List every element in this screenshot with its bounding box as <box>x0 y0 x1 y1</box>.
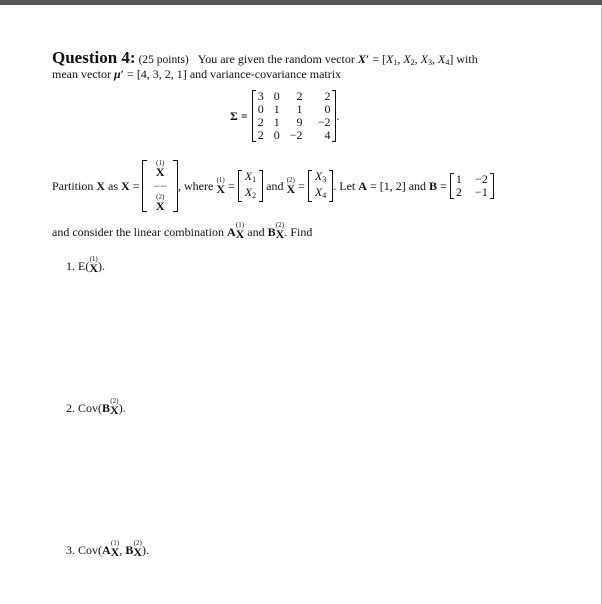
sigma-matrix: Σ = 3 0 2 2 0 1 1 0 2 1 9 −2 2 0 −2 4 . <box>230 89 340 142</box>
item-1: 1. E( (1) X ). <box>66 255 105 275</box>
where-text: , where <box>178 178 214 193</box>
partition-vector: (1) X −− (2) X <box>142 160 178 212</box>
sigma-cell: 2 <box>257 115 264 129</box>
intro-text: You are given the random vector <box>197 52 355 66</box>
sigma-cell: 0 <box>257 102 264 116</box>
sigma-cell: 1 <box>273 102 280 116</box>
item-3: 3. Cov(A (1) X , B (2) X ). <box>66 539 150 559</box>
B-matrix <box>450 173 494 199</box>
sigma-cell: −2 <box>289 128 303 142</box>
mean-line: mean vector μ′ = [4, 3, 2, 1] and variance-covariance matrix <box>52 67 342 81</box>
sigma-cell: 1 <box>273 115 280 129</box>
question-points: (25 points) <box>138 54 189 66</box>
as-text: as <box>108 178 119 193</box>
sigma-cell: 1 <box>296 102 303 116</box>
sigma-cell: 2 <box>324 89 331 103</box>
sigma-cell: 0 <box>324 102 331 116</box>
partition-line: Partition X as X = (1) X −− (2) X , where (1) X = $X_1$ $X_2$ and (2) X = $X_3$ $X_4$ . Let A = [1, 2] and B = 1 −2 2 −1 <box>52 160 494 212</box>
sigma-cell: 9 <box>296 115 303 129</box>
mean-text: mean vector <box>52 67 111 81</box>
sigma-cell: 0 <box>273 128 280 142</box>
sigma-cell: 0 <box>273 89 280 103</box>
cov-text: and variance-covariance matrix <box>189 67 342 81</box>
b-matrix-cell: 2 <box>455 185 462 199</box>
b-matrix-cell: −2 <box>475 172 488 186</box>
question-title: Question 4: <box>52 48 136 67</box>
b-matrix-cell: −1 <box>475 185 488 199</box>
b-matrix-cell: 1 <box>455 172 462 186</box>
sigma-cell: 3 <box>257 89 264 103</box>
sigma-cell: 2 <box>296 89 303 103</box>
sigma-cell: 4 <box>324 128 331 142</box>
mean-vector: [4, 3, 2, 1] <box>136 67 187 81</box>
question-header: Question 4: (25 points) You are given the random vector $X' = [X_1$, $X_2$, $X_3$, $X_4$] with <box>52 48 478 67</box>
consider-line: and consider the linear combination A (1) X and B (2) X . Find <box>52 221 313 241</box>
sigma-label: Σ = <box>230 108 248 123</box>
window-top-bar <box>0 0 602 5</box>
sigma-cell: −2 <box>317 115 331 129</box>
sigma-cell: 2 <box>257 128 264 142</box>
intro-text-2: with <box>456 52 478 66</box>
partition-text: Partition <box>52 178 94 193</box>
A-vector: = [1, 2] <box>369 178 406 193</box>
item-2: 2. Cov(B (2) X ). <box>66 397 126 417</box>
